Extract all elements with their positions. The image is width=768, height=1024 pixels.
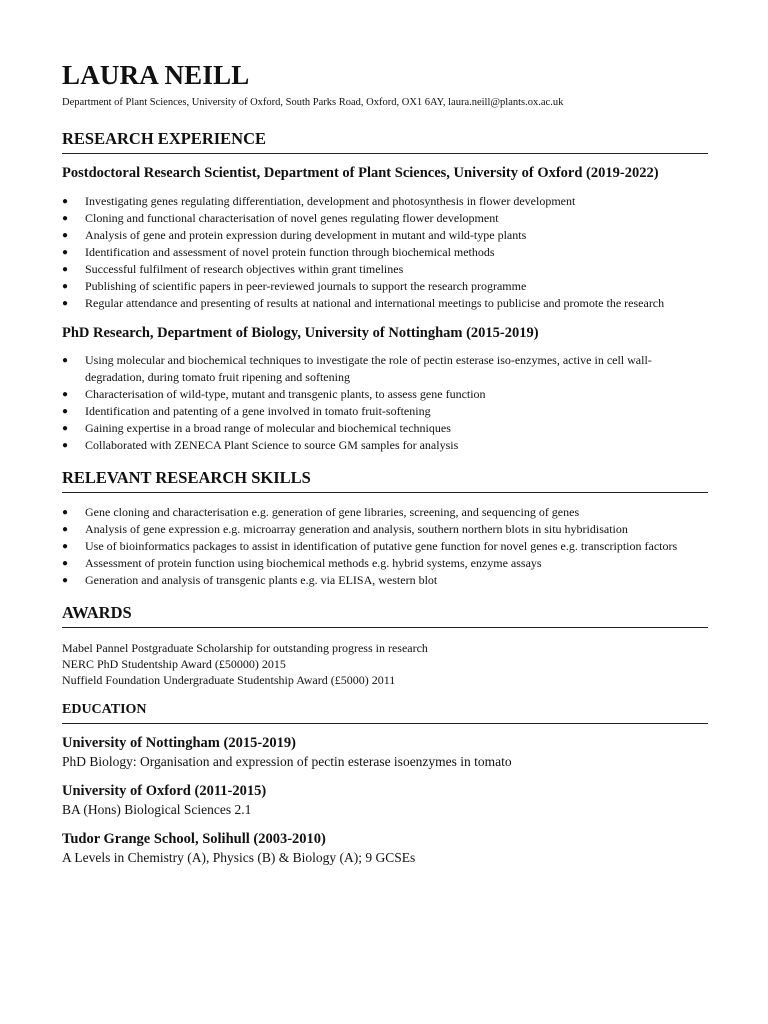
list-item: ● Investigating genes regulating differentiation, development and photosynthesis in flower development (62, 194, 576, 208)
education-detail: A Levels in Chemistry (A), Physics (B) & Biology (A); 9 GCSEs (62, 850, 416, 865)
list-item: ● Successful fulfilment of research objectives within grant timelines (62, 262, 404, 276)
bullet-icon: ● (62, 524, 69, 535)
education-school: Tudor Grange School, Solihull (2003-2010) (62, 831, 326, 847)
skills-section (62, 468, 708, 589)
list-item: ● Identification and patenting of a gene involved in tomato fruit-softening (62, 404, 431, 418)
list-item: ● Analysis of gene expression e.g. microarray generation and analysis, southern northern blots in situ hybridisation (62, 522, 628, 536)
role-phd (62, 324, 708, 454)
bullet-icon: ● (62, 264, 69, 275)
bullet-icon: ● (62, 281, 69, 292)
list-item: ● Collaborated with ZENECA Plant Science to source GM samples for analysis (62, 438, 459, 452)
education-entry (62, 782, 708, 819)
bullet-icon: ● (62, 247, 69, 258)
section-heading-skills: RELEVANT RESEARCH SKILLS (62, 468, 708, 493)
bullet-icon: ● (62, 440, 69, 451)
education-school: University of Oxford (2011-2015) (62, 783, 267, 799)
resume-page (62, 58, 708, 867)
bullet-icon: ● (62, 575, 69, 586)
education-section (62, 701, 708, 867)
list-item: ● Regular attendance and presenting of results at national and international meetings to publicise and promote the research (62, 296, 665, 310)
award-item: NERC PhD Studentship Award (£50000) 2015 (62, 657, 286, 671)
education-school: University of Nottingham (2015-2019) (62, 735, 296, 751)
bullet-icon: ● (62, 355, 69, 366)
education-entry (62, 734, 708, 771)
bullet-icon: ● (62, 541, 69, 552)
bullet-icon: ● (62, 558, 69, 569)
list-item: ● Using molecular and biochemical techniques to investigate the role of pectin esterase iso-enzymes, active in cell wall-degradation, during tomato fruit ripening and softening (62, 353, 652, 384)
awards-list (62, 640, 708, 688)
role-postdoc (62, 164, 708, 312)
bullet-icon: ● (62, 213, 69, 224)
bullet-icon: ● (62, 196, 69, 207)
education-detail: PhD Biology: Organisation and expression of pectin esterase isoenzymes in tomato (62, 754, 512, 769)
section-heading-awards: AWARDS (62, 603, 708, 628)
bullet-icon: ● (62, 298, 69, 309)
bullet-icon: ● (62, 423, 69, 434)
research-experience-section (62, 129, 708, 454)
awards-section (62, 603, 708, 688)
bullet-icon: ● (62, 230, 69, 241)
section-heading-research-experience: RESEARCH EXPERIENCE (62, 129, 708, 154)
list-item: ● Gene cloning and characterisation e.g. generation of gene libraries, screening, and sequencing of genes (62, 505, 580, 519)
role-bullets (62, 193, 708, 312)
education-entry (62, 830, 708, 867)
skills-bullets (62, 504, 708, 589)
list-item: ● Gaining expertise in a broad range of molecular and biochemical techniques (62, 421, 451, 435)
bullet-icon: ● (62, 389, 69, 400)
role-title: PhD Research, Department of Biology, University of Nottingham (2015-2019) (62, 325, 539, 341)
award-item: Mabel Pannel Postgraduate Scholarship for outstanding progress in research (62, 641, 428, 655)
award-item: Nuffield Foundation Undergraduate Studentship Award (£5000) 2011 (62, 673, 396, 687)
section-heading-education: EDUCATION (62, 701, 708, 724)
list-item: ● Identification and assessment of novel protein function through biochemical methods (62, 245, 495, 259)
role-bullets (62, 352, 708, 454)
candidate-name: LAURA NEILL (62, 60, 250, 90)
list-item: ● Analysis of gene and protein expression during development in mutant and wild-type plants (62, 228, 527, 242)
list-item: ● Cloning and functional characterisation of novel genes regulating flower development (62, 211, 499, 225)
education-detail: BA (Hons) Biological Sciences 2.1 (62, 802, 252, 817)
list-item: ● Characterisation of wild-type, mutant and transgenic plants, to assess gene function (62, 387, 486, 401)
list-item: ● Assessment of protein function using biochemical methods e.g. hybrid systems, enzyme assays (62, 556, 542, 570)
list-item: ● Use of bioinformatics packages to assist in identification of putative gene function for novel genes e.g. transcription factors (62, 539, 678, 553)
bullet-icon: ● (62, 406, 69, 417)
role-title: Postdoctoral Research Scientist, Department of Plant Sciences, University of Oxford (2019-2022) (62, 165, 659, 181)
bullet-icon: ● (62, 507, 69, 518)
contact-line: Department of Plant Sciences, University of Oxford, South Parks Road, Oxford, OX1 6AY, laura.neill@plants.ox.ac.uk (62, 97, 564, 108)
list-item: ● Generation and analysis of transgenic plants e.g. via ELISA, western blot (62, 573, 438, 587)
list-item: ● Publishing of scientific papers in peer-reviewed journals to support the research programme (62, 279, 527, 293)
